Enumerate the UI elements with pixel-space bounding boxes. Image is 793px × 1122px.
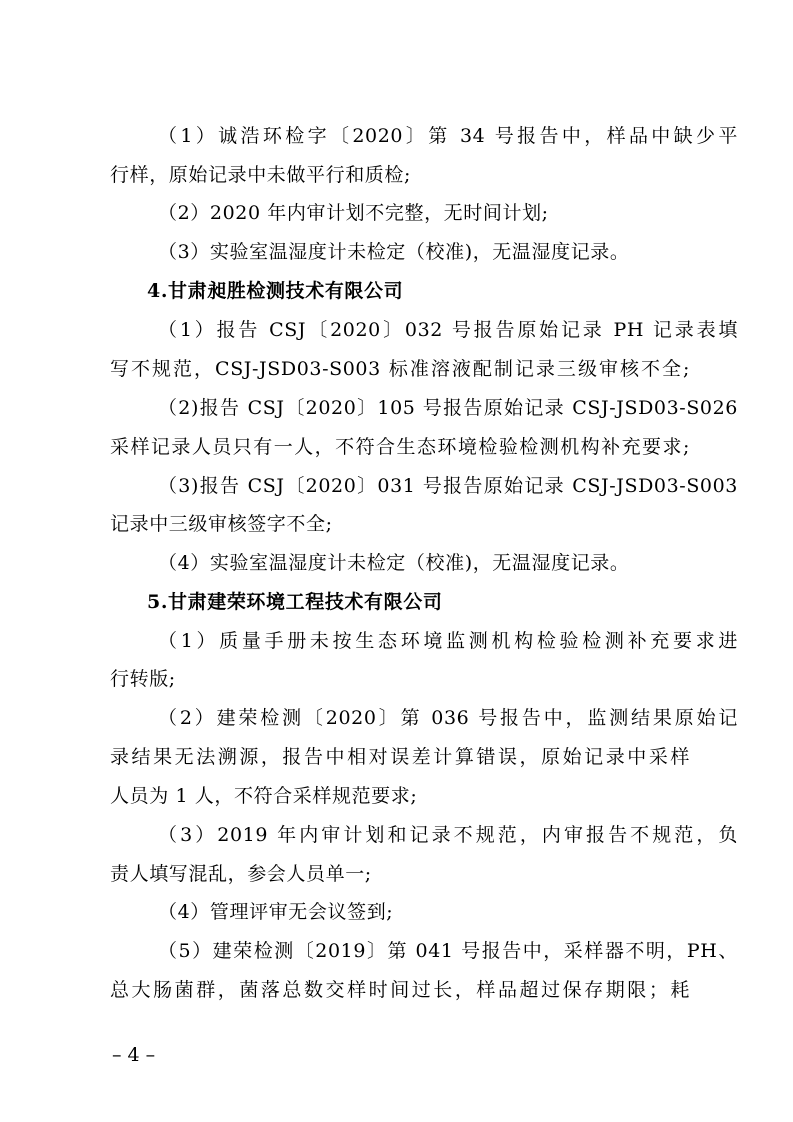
section5-item-2-line-3: 人员为 1 人，不符合采样规范要求; bbox=[110, 785, 418, 807]
section-heading-5: 5.甘肃建荣环境工程技术有限公司 bbox=[147, 591, 443, 613]
section-heading-4: 4.甘肃昶胜检测技术有限公司 bbox=[147, 280, 404, 302]
section5-item-5-line-2: 总大肠菌群，菌落总数交样时间过长，样品超过保存期限；耗 bbox=[110, 979, 690, 1001]
section5-item-3-line-2: 责人填写混乱，参会人员单一; bbox=[110, 863, 372, 885]
section5-item-5-line-1: （5）建荣检测〔2019〕第 041 号报告中，采样器不明，PH、 bbox=[158, 940, 738, 962]
section4-item-1-line-1: （1）报告 CSJ〔2020〕032 号报告原始记录 PH 记录表填 bbox=[158, 319, 738, 341]
section5-item-4-line-1: （4）管理评审无会议签到; bbox=[158, 901, 394, 923]
item-3-line-1: （3）实验室温湿度计未检定（校准)，无温湿度记录。 bbox=[158, 241, 630, 263]
section4-item-2-line-1: （2)报告 CSJ〔2020〕105 号报告原始记录 CSJ-JSD03-S026 bbox=[158, 397, 738, 419]
section4-item-3-line-1: （3)报告 CSJ〔2020〕031 号报告原始记录 CSJ-JSD03-S003 bbox=[158, 475, 738, 497]
page-number: – 4 – bbox=[112, 1044, 156, 1066]
section5-item-1-line-1: （1）质量手册未按生态环境监测机构检验检测补充要求进 bbox=[158, 630, 738, 652]
section4-item-1-line-2: 写不规范，CSJ-JSD03-S003 标准溶液配制记录三级审核不全; bbox=[110, 358, 690, 380]
section4-item-4-line-1: （4）实验室温湿度计未检定（校准)，无温湿度记录。 bbox=[158, 552, 630, 574]
section4-item-2-line-2: 采样记录人员只有一人，不符合生态环境检验检测机构补充要求; bbox=[110, 436, 690, 458]
section5-item-1-line-2: 行转版; bbox=[110, 668, 176, 690]
item-1-line-2: 行样，原始记录中未做平行和质检; bbox=[110, 164, 412, 186]
section5-item-2-line-2: 录结果无法溯源，报告中相对误差计算错误，原始记录中采样 bbox=[110, 746, 690, 768]
section4-item-3-line-2: 记录中三级审核签字不全; bbox=[110, 513, 333, 535]
item-1-line-1: （1）诚浩环检字〔2020〕第 34 号报告中，样品中缺少平 bbox=[158, 125, 738, 147]
item-2-line-1: （2）2020 年内审计划不完整，无时间计划; bbox=[158, 202, 549, 224]
section5-item-3-line-1: （3）2019 年内审计划和记录不规范，内审报告不规范，负 bbox=[158, 824, 738, 846]
section5-item-2-line-1: （2）建荣检测〔2020〕第 036 号报告中，监测结果原始记 bbox=[158, 707, 738, 729]
